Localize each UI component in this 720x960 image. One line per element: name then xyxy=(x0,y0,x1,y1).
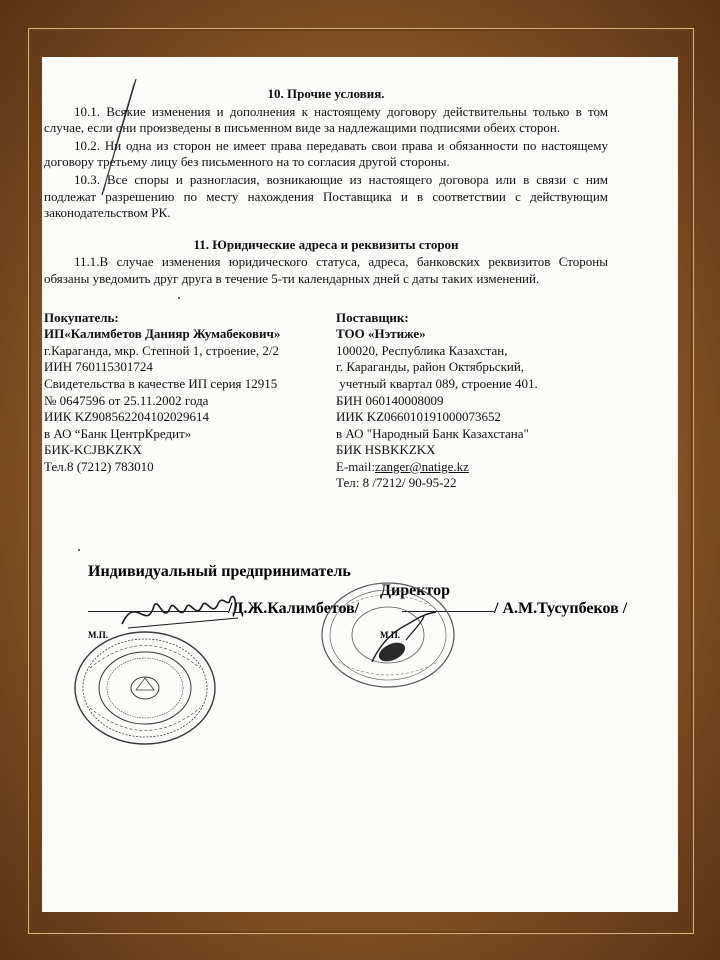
buyer-round-seal-icon xyxy=(70,628,220,748)
buyer-phone: Тел.8 (7212) 783010 xyxy=(44,458,154,474)
buyer-iik: ИИК KZ908562204102029614 xyxy=(44,409,210,425)
supplier-address-2: г. Караганды, район Октябрьский, xyxy=(336,359,525,375)
supplier-bik: БИК HSBKKZKX xyxy=(336,442,436,458)
supplier-name: ТОО «Нэтиже» xyxy=(336,326,426,342)
scan-speck xyxy=(78,549,80,551)
supplier-bank: в АО "Народный Банк Казахстана" xyxy=(336,425,529,441)
buyer-name: ИП«Калимбетов Данияр Жумабекович» xyxy=(44,326,281,342)
section-10-title: 10. Прочие условия. xyxy=(267,86,385,101)
supplier-phone: Тел: 8 /7212/ 90-95-22 xyxy=(336,475,457,491)
buyer-label: Покупатель: xyxy=(44,309,119,325)
clause-10-1: 10.1. Всякие изменения и дополнения к настоящему договору действительны только в том случае, если они произведены в письменном виде за надлежащими подписями обеих сторон. xyxy=(44,103,608,136)
buyer-mp-label: М.П. xyxy=(88,630,108,640)
buyer-bik: БИК-KCJBKZKX xyxy=(44,442,142,458)
buyer-bank: в АО “Банк ЦентрКредит» xyxy=(44,425,192,441)
signature-area xyxy=(88,0,652,960)
supplier-address-1: 100020, Республика Казахстан, xyxy=(336,342,508,358)
buyer-sign-title: Индивидуальный предприниматель xyxy=(88,563,351,580)
supplier-sign-name: / А.М.Тусупбеков / xyxy=(494,600,628,617)
supplier-iik: ИИК KZ066010191000073652 xyxy=(336,409,502,425)
buyer-sign-name: /Д.Ж.Калимбетов/ xyxy=(228,600,360,617)
supplier-signature-mark xyxy=(352,600,472,670)
supplier-bin: БИН 060140008009 xyxy=(336,392,444,408)
supplier-email-label: E-mail: xyxy=(336,458,375,474)
clause-10-2: 10.2. Ни одна из сторон не имеет права передавать свои права и обязанности по настоящему договору третьему лицу без письменного на то согласия другой стороны. xyxy=(44,137,608,170)
clause-10-3: 10.3. Все споры и разногласия, возникающие из настоящего договора или в связи с ним подлежат разрешению по месту нахождения Поставщика и в соответствии с действующим законодательством РК. xyxy=(44,171,608,221)
supplier-mp-label: М.П. xyxy=(380,630,400,640)
buyer-certificate-number: № 0647596 от 25.11.2002 года xyxy=(44,392,209,408)
buyer-certificate: Свидетельства в качестве ИП серия 12915 xyxy=(44,375,278,391)
supplier-label: Поставщик: xyxy=(336,309,409,325)
supplier-email-link[interactable]: zanger@natige.kz xyxy=(375,458,469,474)
supplier-sign-title: Директор xyxy=(380,582,450,599)
buyer-address: г.Караганда, мкр. Степной 1, строение, 2/2 xyxy=(44,342,280,358)
supplier-address-3: учетный квартал 089, строение 401. xyxy=(336,375,538,391)
buyer-iin: ИИН 760115301724 xyxy=(44,359,153,375)
clause-11-1: 11.1.В случае изменения юридического статуса, адреса, банковских реквизитов Стороны обязаны уведомить друг друга в течение 5-ти календарных дней с даты таких изменений. xyxy=(44,254,608,286)
section-11-title: 11. Юридические адреса и реквизиты сторон xyxy=(193,236,459,252)
